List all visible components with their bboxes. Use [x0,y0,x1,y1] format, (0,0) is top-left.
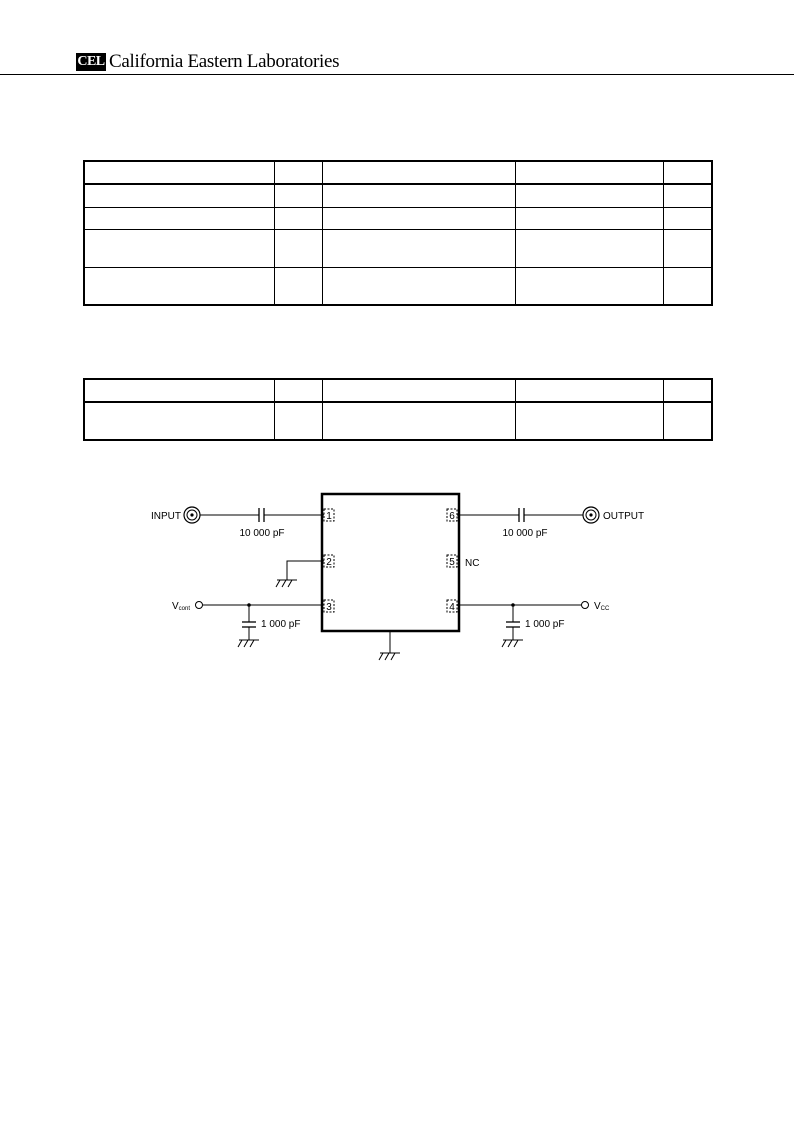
nc-label: NC [465,558,480,569]
table-cell [84,267,274,305]
table-cell [274,184,322,207]
input-capacitor [259,508,264,522]
table-cell [515,379,663,402]
vcont-label [172,601,190,612]
table-cell [663,267,712,305]
table-cell [322,161,515,184]
cel-logo: CEL [77,54,105,69]
page-header [0,0,794,80]
table-cell [274,267,322,305]
output-label: OUTPUT [603,511,645,522]
table-cell [515,207,663,229]
spec-table-1 [83,160,713,306]
table-row [84,229,712,267]
test-circuit-diagram [0,480,794,680]
table-cell [274,379,322,402]
table-cell [515,402,663,440]
header-rule [0,74,794,75]
table-row [84,402,712,440]
table-cell [663,379,712,402]
table-cell [322,379,515,402]
table-row [84,207,712,229]
pin-5-label: 5 [449,557,455,568]
table-cell [663,402,712,440]
ground-icon [502,640,523,647]
table-header-row [84,379,712,402]
input-connector [184,507,200,523]
vcc-main: V [594,601,601,612]
table-cell [322,267,515,305]
company-name: California Eastern Laboratories [109,51,340,72]
vcc-sub: CC [600,606,610,612]
vcc-capacitor-label: 1 000 pF [525,619,565,630]
table-cell [663,229,712,267]
ic-body [322,494,459,631]
table-cell [663,207,712,229]
table-cell [515,184,663,207]
table-cell [84,229,274,267]
table-row [84,267,712,305]
vcc-terminal [582,602,589,609]
input-label: INPUT [151,511,181,522]
pin-1-label: 1 [326,511,332,522]
table-cell [84,402,274,440]
table-cell [663,184,712,207]
spec-table-2 [83,378,713,441]
vcont-capacitor-label: 1 000 pF [261,619,301,630]
output-connector [583,507,599,523]
table-cell [274,229,322,267]
input-capacitor-label: 10 000 pF [239,528,285,539]
pin-6-label: 6 [449,511,455,522]
table-cell [322,207,515,229]
table-cell [84,207,274,229]
vcc-label [594,601,610,612]
output-capacitor-label: 10 000 pF [502,528,548,539]
ground-icon [379,653,400,660]
table-cell [515,161,663,184]
vcont-capacitor [242,622,256,627]
table-cell [515,229,663,267]
table-cell [322,402,515,440]
table-cell [274,161,322,184]
table-cell [84,184,274,207]
output-capacitor [519,508,524,522]
vcont-terminal [196,602,203,609]
pin-3-label: 3 [326,602,332,613]
table-cell [322,184,515,207]
table-header-row [84,161,712,184]
vcont-main: V [172,601,179,612]
table-cell [84,379,274,402]
table-cell [515,267,663,305]
pin-4-label: 4 [449,602,455,613]
table-cell [663,161,712,184]
ground-icon [276,580,297,587]
table-cell [274,402,322,440]
table-row [84,184,712,207]
table-cell [274,207,322,229]
vcont-sub: cont [178,606,191,612]
pin-2-label: 2 [326,557,332,568]
ground-icon [238,640,259,647]
vcc-capacitor [506,622,520,627]
table-cell [84,161,274,184]
table-cell [322,229,515,267]
